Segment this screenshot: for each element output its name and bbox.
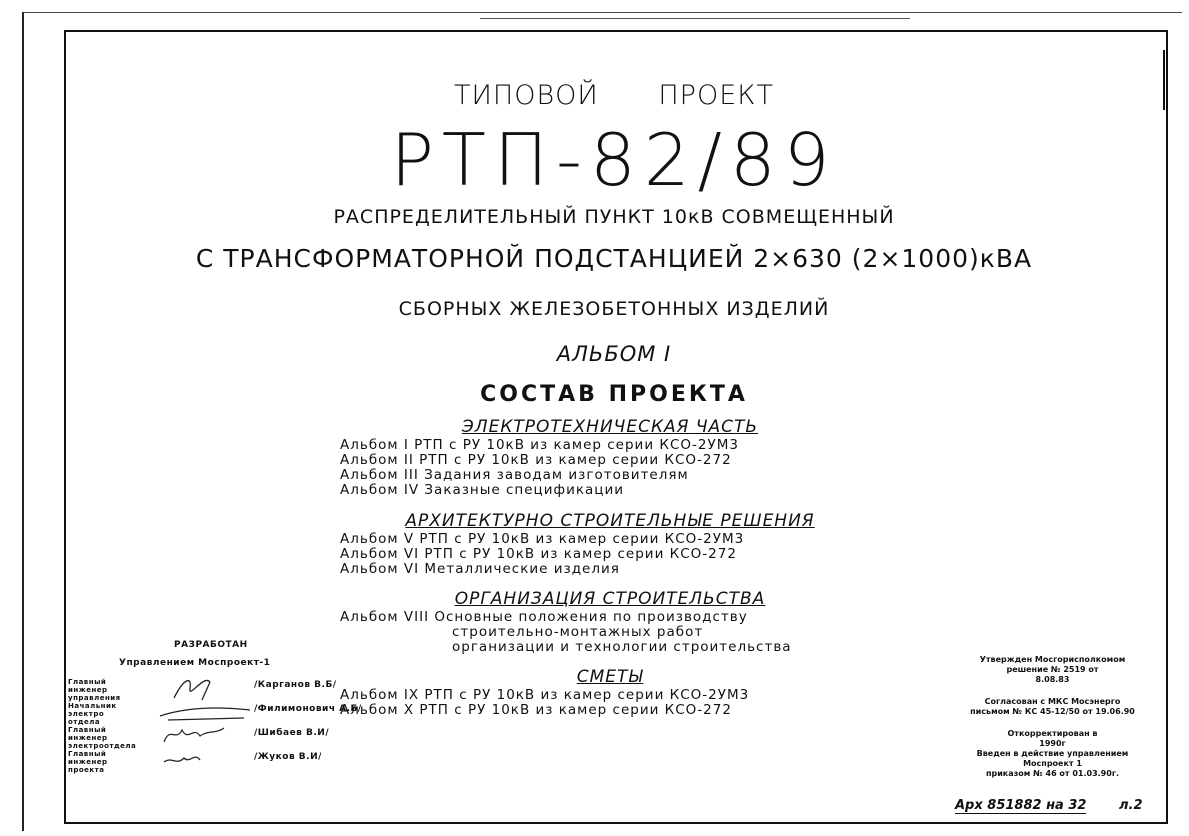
approval-line: Утвержден Мосгорисполкомом (979, 655, 1126, 664)
contents-heading: СОСТАВ ПРОЕКТА (480, 382, 748, 407)
sheet-number: л.2 (1118, 798, 1143, 813)
signature-row (64, 724, 354, 750)
album-label: АЛЬБОМ I (556, 342, 672, 366)
album-entry: Альбом VI Металлические изделия (340, 561, 620, 577)
archive-reference (955, 798, 1143, 813)
approval-block (940, 655, 1165, 779)
correction-line: приказом № 46 от 01.03.90г. (985, 769, 1120, 778)
description-line-3: СБОРНЫХ ЖЕЛЕЗОБЕТОННЫХ ИЗДЕЛИЙ (398, 298, 830, 320)
signer-name: /Жуков В.И/ (254, 752, 322, 762)
top-edge-line (480, 18, 910, 19)
correction-line: Откорректирован в (1007, 729, 1098, 738)
section-estimates (340, 667, 880, 718)
section-heading: СМЕТЫ (576, 667, 644, 687)
album-entry: Альбом III Задания заводам изготовителям (340, 467, 689, 483)
approval-line: решение № 2519 от (1006, 665, 1099, 674)
album-entry-continued: строительно-монтажных работ (452, 624, 704, 640)
signer-name: /Филимонович А.Б/ (254, 704, 362, 714)
handwritten-signature (154, 744, 254, 774)
signature-row (64, 700, 362, 726)
approval-line: 8.08.83 (1035, 675, 1070, 684)
signer-name: /Карганов В.Б/ (254, 680, 337, 690)
signature-row (64, 676, 354, 702)
correction-line: Моспроект 1 (1023, 759, 1082, 768)
section-heading: ОРГАНИЗАЦИЯ СТРОИТЕЛЬСТВА (454, 589, 766, 609)
album-entry: Альбом VIII Основные положения по производству (340, 609, 748, 625)
doc-type-heading (64, 80, 1164, 111)
section-electrical (340, 417, 880, 498)
album-entry: Альбом I РТП с РУ 10кВ из камер серии КСО-2УМ3 (340, 437, 739, 453)
album-entry: Альбом X РТП с РУ 10кВ из камер серии КСО-272 (340, 702, 732, 718)
description-line-1: РАСПРЕДЕЛИТЕЛЬНЫЙ ПУНКТ 10кВ СОВМЕЩЕННЫЙ (333, 206, 895, 228)
album-entry: Альбом II РТП с РУ 10кВ из камер серии КСО-272 (340, 452, 732, 468)
signer-name: /Шибаев В.И/ (254, 728, 330, 738)
description-line-2: С ТРАНСФОРМАТОРНОЙ ПОДСТАНЦИЕЙ 2×630 (2×1000)кВА (195, 244, 1033, 273)
doc-type-word-2: ПРОЕКТ (658, 80, 774, 111)
section-construction (340, 589, 880, 655)
signer-role: Главный инженер электроотдела (68, 726, 137, 750)
signature-row (64, 748, 354, 774)
signer-role: Начальник электро отдела (68, 702, 117, 726)
album-entry: Альбом VI РТП с РУ 10кВ из камер серии КСО-272 (340, 546, 737, 562)
album-entry: Альбом IV Заказные спецификации (340, 482, 624, 498)
agreement-line: письмом № КС 45-12/50 от 19.06.90 (970, 707, 1135, 716)
correction-line: Введен в действие управлением (976, 749, 1129, 758)
signer-role: Главный инженер проекта (68, 750, 108, 774)
section-heading: ЭЛЕКТРОТЕХНИЧЕСКАЯ ЧАСТЬ (461, 417, 759, 437)
archive-number: Арх 851882 на 32 (955, 798, 1087, 813)
doc-type-word-1: ТИПОВОЙ (454, 80, 599, 111)
correction-line: 1990г (1039, 739, 1066, 748)
agreement-line: Согласован с МКС Мосэнерго (984, 697, 1121, 706)
developer-org: Управлением Моспроект-1 (119, 658, 271, 668)
section-heading: АРХИТЕКТУРНО СТРОИТЕЛЬНЫЕ РЕШЕНИЯ (405, 511, 815, 531)
section-architecture (340, 511, 880, 577)
signer-role: Главный инженер управления (68, 678, 121, 702)
developer-label: РАЗРАБОТАН (174, 640, 248, 650)
album-entry: Альбом V РТП с РУ 10кВ из камер серии КСО-2УМ3 (340, 531, 745, 547)
album-entry-continued: организации и технологии строительства (452, 639, 792, 655)
album-entry: Альбом IX РТП с РУ 10кВ из камер серии КСО-2УМ3 (340, 687, 750, 703)
project-code: РТП-82/89 (390, 118, 838, 202)
